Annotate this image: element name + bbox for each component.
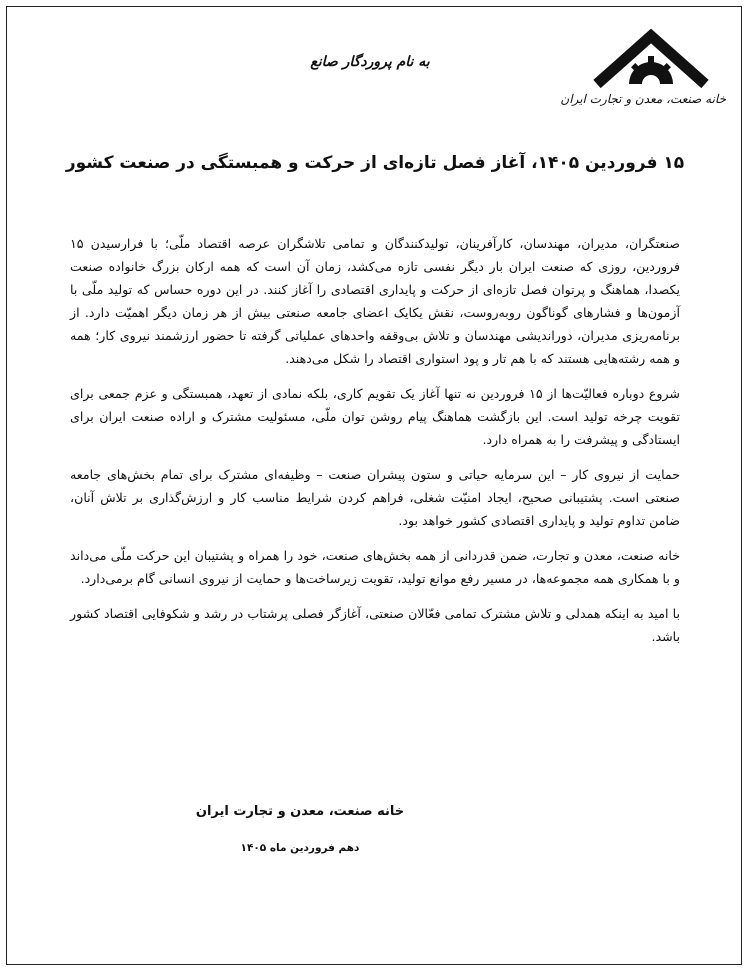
paragraph: صنعتگران، مدیران، مهندسان، کارآفرینان، تولیدکنندگان و تمامی تلاشگران عرصه اقتصاد ملّی؛ با فرارسیدن ۱۵ فروردین، روزی که صنعت ایران بار دیگر نفسی تازه می‌کشد، زمان آن است که همه ارکان بزرگ خانواده صنعت یکصدا، هماهنگ و پرتوان فصل تازه‌ای از حرکت و پایداری اقتصادی را آغاز کنند. در این دوره حساس که تولید ملّی با آزمون‌ها و فشارهای گوناگون روبه‌روست، نقش یکایک اعضای جامعه صنعتی بیش از هر زمان دیگر اهمیّت دارد. از برنامه‌ریزی مدیران، دوراندیشی مهندسان و تلاش بی‌وقفه واحدهای عملیاتی گرفته تا حضور ارزشمند نیروی کار؛ همه و همه رشته‌هایی هستند که با هم تار و پود استواری اقتصاد را شکل می‌دهند. [70, 236, 680, 366]
logo [560, 26, 726, 122]
logo-caption: خانه صنعت، معدن و تجارت ایران [560, 92, 726, 106]
invocation-text: به نام پروردگار صانع [310, 54, 430, 70]
signature-date: دهم فروردین ماه ۱۴۰۵ [240, 842, 360, 854]
letterhead [20, 26, 730, 126]
gear-roof-logo-icon [591, 26, 711, 90]
paragraph: با امید به اینکه همدلی و تلاش مشترک تمامی فعّالان صنعتی، آغازگر فصلی پرشتاب در رشد و شکوفایی اقتصاد کشور باشد. [70, 606, 680, 644]
paragraph: حمایت از نیروی کار – این سرمایه حیاتی و ستون پیشران صنعت – وظیفه‌ای مشترک برای تمام بخش‌های جامعه صنعتی است. پشتیبانی صحیح، ایجاد امنیّت شغلی، فراهم کردن شرایط مناسب کار و ارزش‌گذاری بر تلاش آنان، ضامن تداوم تولید و پایداری اقتصادی کشور خواهد بود. [70, 467, 680, 528]
page-title: ۱۵ فروردین ۱۴۰۵، آغاز فصل تازه‌ای از حرکت و همبستگی در صنعت کشور [65, 153, 685, 173]
paragraph: شروع دوباره فعالیّت‌ها از ۱۵ فروردین نه تنها آغاز یک تقویم کاری، بلکه نمادی از تعهد، همبستگی و عزم جمعی برای تقویت چرخه تولید است. این بازگشت هماهنگ پیام روشن توان ملّی، مسئولیت مشترک و اراده صنعت ایران برای ایستادگی و پیشرفت را به همراه دارد. [70, 386, 680, 447]
letter-body [70, 232, 680, 660]
signature-name: خانه صنعت، معدن و تجارت ایران [195, 804, 405, 819]
paragraph: خانه صنعت، معدن و تجارت، ضمن قدردانی از همه بخش‌های صنعت، خود را همراه و پشتیبان این حرکت ملّی می‌داند و با همکاری همه مجموعه‌ها، در مسیر رفع موانع تولید، تقویت زیرساخت‌ها و حمایت از نیروی انسانی گام برمی‌دارد. [70, 548, 680, 586]
